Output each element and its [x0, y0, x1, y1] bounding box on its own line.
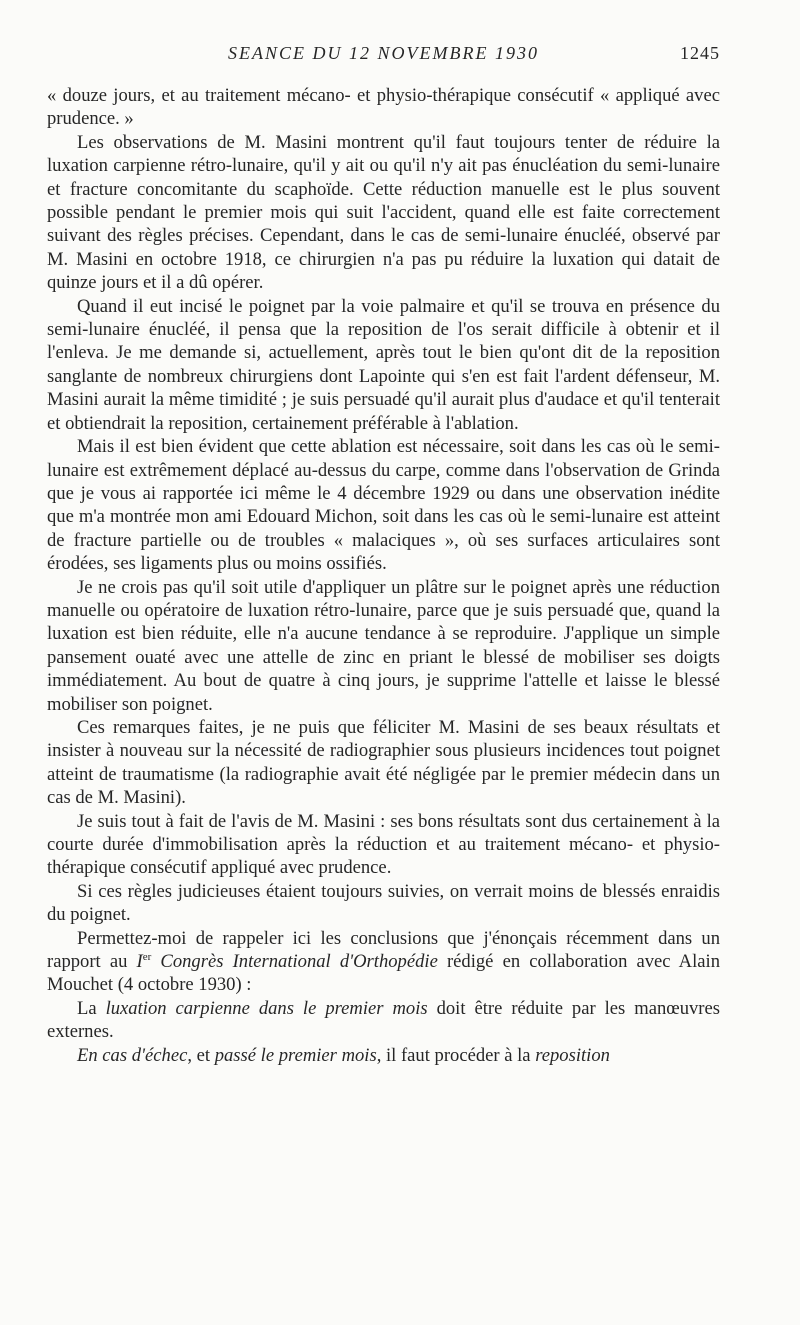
italic-phrase: reposition: [535, 1044, 610, 1066]
text-segment: doit être réduite par les manœuvres externes.: [47, 997, 720, 1043]
conclusion-1: [47, 997, 720, 1044]
paragraph: Mais il est bien évident que cette ablation est nécessaire, soit dans les cas où le semi-lunaire est extrêmement déplacé au-dessus du carpe, comme dans l'observation de Grinda que je vous ai rapportée ici même le 4 décembre 1929 ou dans une observation inédite que m'a montrée mon ami Edouard Michon, soit dans les cas où le semi-lunaire est atteint de fracture partielle ou de troubles « malaciques », où ses surfaces articulaires sont érodées, ses ligaments plus ou moins ossifiés.: [47, 436, 720, 575]
paragraph: Je suis tout à fait de l'avis de M. Masini : ses bons résultats sont dus certainement à la courte durée d'immobilisation après la réduction et au traitement mécano- et physio-thérapique consécutif appliqué avec prudence.: [47, 810, 720, 879]
running-title: SEANCE DU 12 NOVEMBRE 1930: [228, 43, 539, 63]
conclusion-2: [47, 1044, 720, 1067]
page-header: [47, 43, 720, 67]
paragraph: Ces remarques faites, je ne puis que féliciter M. Masini de ses beaux résultats et insister à nouveau sur la nécessité de radiographier sous plusieurs incidences tout poignet atteint de traumatisme (la radiographie avait été négligée par le premier médecin dans un cas de M. Masini).: [47, 716, 720, 809]
text-segment: , et: [187, 1044, 215, 1066]
page-number: 1245: [680, 43, 720, 63]
italic-phrase: En cas d'échec: [77, 1044, 188, 1066]
paragraph: Je ne crois pas qu'il soit utile d'appliquer un plâtre sur le poignet après une réduction manuelle ou opératoire de luxation rétro-lunaire, parce que je suis persuadé que, quand la luxation est bien réduite, elle n'a aucune tendance à se reproduire. J'applique un simple pansement ouaté avec une attelle de zinc en priant le blessé de mobiliser ses doigts immédiatement. Au bout de quatre à cinq jours, je supprime l'attelle et laisse le blessé mobiliser son poignet.: [47, 576, 720, 715]
body-text: [47, 84, 720, 1067]
text-segment: , il faut procéder à la: [376, 1044, 536, 1066]
paragraph: Quand il eut incisé le poignet par la voie palmaire et qu'il se trouva en présence du semi-lunaire énucléé, il pensa que la reposition de l'os serait difficile à obtenir et il l'enleva. Je me demande si, actuellement, après tout le bien qu'ont dit de la reposition sanglante de nombreux chirurgiens dont Lapointe qui s'en est fait l'ardent défenseur, M. Masini aurait la même timidité ; je suis persuadé qu'il aurait plus d'audace et qu'il tenterait et obtiendrait la reposition, certainement préférable à l'ablation.: [47, 295, 720, 434]
paragraph-congres: [47, 927, 720, 997]
italic-phrase: passé le premier mois: [214, 1044, 377, 1066]
text-segment: rédigé en collaboration avec Alain Mouchet (4 octobre 1930) :: [47, 951, 720, 996]
paragraph: « douze jours, et au traitement mécano- et physio-thérapique consécutif « appliqué avec prudence. »: [47, 85, 720, 130]
paragraph: Les observations de M. Masini montrent qu'il faut toujours tenter de réduire la luxation carpienne rétro-lunaire, qu'il y ait ou qu'il n'y ait pas énucléation du semi-lunaire et fracture concomitante du scaphoïde. Cette réduction manuelle est le plus souvent possible pendant le premier mois qui suit l'accident, quand elle est faite correctement suivant des règles précises. Cependant, dans le cas de semi-lunaire énucléé, observé par M. Masini en octobre 1918, ce chirurgien n'a pas pu réduire la luxation qui datait de quinze jours et il a dû opérer.: [47, 131, 720, 294]
congress-title: Congrès International d'Orthopédie: [151, 951, 438, 973]
paragraph: Si ces règles judicieuses étaient toujours suivies, on verrait moins de blessés enraidis du poignet.: [47, 880, 720, 926]
italic-phrase: luxation carpienne dans le premier mois: [105, 997, 428, 1019]
text-segment: La: [77, 997, 106, 1019]
text-segment: Permettez-moi de rappeler ici les conclusions que j'énonçais récemment dans un rapport au: [47, 927, 720, 973]
congress-numeral: I: [136, 951, 143, 973]
congress-superscript: er: [142, 951, 152, 964]
